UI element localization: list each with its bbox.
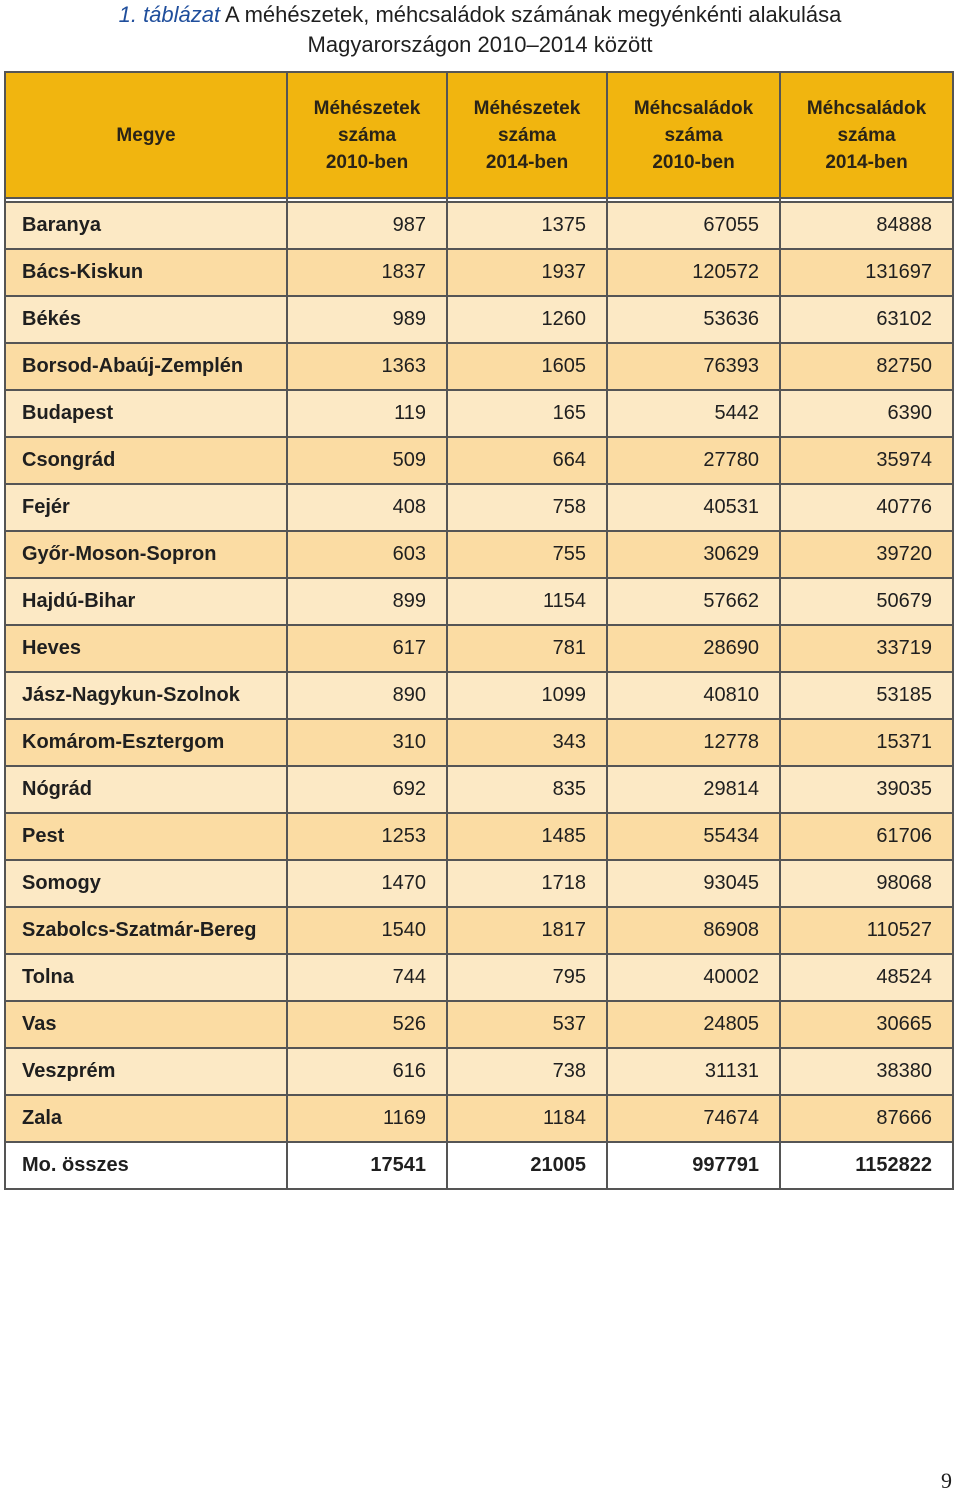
table-row bbox=[5, 766, 953, 813]
column-header-line: száma bbox=[337, 124, 397, 146]
column-header-line: száma bbox=[837, 124, 896, 146]
table-row bbox=[5, 719, 953, 766]
value-cell: 76393 bbox=[607, 343, 780, 390]
header-row bbox=[5, 72, 953, 198]
value-cell: 50679 bbox=[780, 578, 953, 625]
county-name: Szabolcs-Szatmár-Bereg bbox=[5, 907, 287, 954]
value-cell: 119 bbox=[287, 390, 447, 437]
value-cell: 1260 bbox=[447, 296, 607, 343]
county-name: Baranya bbox=[5, 202, 287, 249]
value-cell: 24805 bbox=[607, 1001, 780, 1048]
value-cell: 40531 bbox=[607, 484, 780, 531]
value-cell: 1937 bbox=[447, 249, 607, 296]
value-cell: 27780 bbox=[607, 437, 780, 484]
county-name: Csongrád bbox=[5, 437, 287, 484]
column-header-line: Méhészetek bbox=[313, 97, 421, 119]
value-cell: 53636 bbox=[607, 296, 780, 343]
column-header-0 bbox=[5, 72, 287, 198]
value-cell: 48524 bbox=[780, 954, 953, 1001]
value-cell: 1099 bbox=[447, 672, 607, 719]
value-cell: 1605 bbox=[447, 343, 607, 390]
value-cell: 165 bbox=[447, 390, 607, 437]
value-cell: 120572 bbox=[607, 249, 780, 296]
column-header-line: 2014-ben bbox=[485, 151, 569, 173]
county-name: Budapest bbox=[5, 390, 287, 437]
value-cell: 509 bbox=[287, 437, 447, 484]
value-cell: 526 bbox=[287, 1001, 447, 1048]
value-cell: 1837 bbox=[287, 249, 447, 296]
value-cell: 899 bbox=[287, 578, 447, 625]
value-cell: 692 bbox=[287, 766, 447, 813]
table-row bbox=[5, 954, 953, 1001]
caption-line-1 bbox=[0, 0, 960, 30]
column-header-3 bbox=[607, 72, 780, 198]
value-cell: 15371 bbox=[780, 719, 953, 766]
table-row bbox=[5, 343, 953, 390]
column-header-line: 2010-ben bbox=[325, 151, 409, 173]
table-row bbox=[5, 578, 953, 625]
value-cell: 31131 bbox=[607, 1048, 780, 1095]
table-row bbox=[5, 672, 953, 719]
county-name: Borsod-Abaúj-Zemplén bbox=[5, 343, 287, 390]
table-row bbox=[5, 531, 953, 578]
value-cell: 744 bbox=[287, 954, 447, 1001]
table-row bbox=[5, 625, 953, 672]
value-cell: 30629 bbox=[607, 531, 780, 578]
value-cell: 5442 bbox=[607, 390, 780, 437]
table-row bbox=[5, 1095, 953, 1142]
column-header-line: 2014-ben bbox=[825, 151, 908, 173]
value-cell: 63102 bbox=[780, 296, 953, 343]
value-cell: 1540 bbox=[287, 907, 447, 954]
value-cell: 1154 bbox=[447, 578, 607, 625]
total-label: Mo. összes bbox=[5, 1142, 287, 1189]
column-header-line: Méhészetek bbox=[473, 97, 581, 119]
county-name: Vas bbox=[5, 1001, 287, 1048]
value-cell: 1253 bbox=[287, 813, 447, 860]
table-row bbox=[5, 249, 953, 296]
value-cell: 84888 bbox=[780, 202, 953, 249]
table-row bbox=[5, 202, 953, 249]
column-header-line: száma bbox=[497, 124, 557, 146]
value-cell: 1375 bbox=[447, 202, 607, 249]
county-name: Nógrád bbox=[5, 766, 287, 813]
value-cell: 110527 bbox=[780, 907, 953, 954]
value-cell: 61706 bbox=[780, 813, 953, 860]
value-cell: 781 bbox=[447, 625, 607, 672]
county-name: Komárom-Esztergom bbox=[5, 719, 287, 766]
table-header bbox=[5, 72, 953, 198]
column-header-line: Méhcsaládok bbox=[633, 97, 754, 119]
value-cell: 12778 bbox=[607, 719, 780, 766]
value-cell: 1169 bbox=[287, 1095, 447, 1142]
value-cell: 890 bbox=[287, 672, 447, 719]
total-value: 21005 bbox=[447, 1142, 607, 1189]
value-cell: 53185 bbox=[780, 672, 953, 719]
value-cell: 537 bbox=[447, 1001, 607, 1048]
value-cell: 39035 bbox=[780, 766, 953, 813]
county-name: Bács-Kiskun bbox=[5, 249, 287, 296]
value-cell: 343 bbox=[447, 719, 607, 766]
page-number: 9 bbox=[941, 1468, 952, 1493]
county-name: Somogy bbox=[5, 860, 287, 907]
total-value: 997791 bbox=[607, 1142, 780, 1189]
table-row bbox=[5, 484, 953, 531]
column-header-1 bbox=[287, 72, 447, 198]
caption-line-2: Magyarországon 2010–2014 között bbox=[307, 32, 653, 57]
table-caption bbox=[0, 0, 960, 60]
value-cell: 408 bbox=[287, 484, 447, 531]
caption-text-1: A méhészetek, méhcsaládok számának megyénkénti alakulása bbox=[225, 2, 842, 27]
county-name: Győr-Moson-Sopron bbox=[5, 531, 287, 578]
column-header-line: Méhcsaládok bbox=[806, 97, 927, 119]
table-body bbox=[5, 198, 953, 1189]
value-cell: 28690 bbox=[607, 625, 780, 672]
value-cell: 795 bbox=[447, 954, 607, 1001]
value-cell: 93045 bbox=[607, 860, 780, 907]
value-cell: 616 bbox=[287, 1048, 447, 1095]
county-name: Pest bbox=[5, 813, 287, 860]
value-cell: 40776 bbox=[780, 484, 953, 531]
value-cell: 835 bbox=[447, 766, 607, 813]
value-cell: 1485 bbox=[447, 813, 607, 860]
column-header-line: 2010-ben bbox=[652, 151, 735, 173]
value-cell: 617 bbox=[287, 625, 447, 672]
total-value: 1152822 bbox=[780, 1142, 953, 1189]
value-cell: 82750 bbox=[780, 343, 953, 390]
value-cell: 1184 bbox=[447, 1095, 607, 1142]
value-cell: 30665 bbox=[780, 1001, 953, 1048]
total-row bbox=[5, 1142, 953, 1189]
table-row bbox=[5, 813, 953, 860]
table-row bbox=[5, 296, 953, 343]
table-row bbox=[5, 437, 953, 484]
value-cell: 98068 bbox=[780, 860, 953, 907]
column-header-line: száma bbox=[664, 124, 723, 146]
value-cell: 35974 bbox=[780, 437, 953, 484]
value-cell: 57662 bbox=[607, 578, 780, 625]
value-cell: 6390 bbox=[780, 390, 953, 437]
value-cell: 738 bbox=[447, 1048, 607, 1095]
value-cell: 38380 bbox=[780, 1048, 953, 1095]
column-header-2 bbox=[447, 72, 607, 198]
county-name: Tolna bbox=[5, 954, 287, 1001]
value-cell: 603 bbox=[287, 531, 447, 578]
county-name: Veszprém bbox=[5, 1048, 287, 1095]
county-name: Hajdú-Bihar bbox=[5, 578, 287, 625]
value-cell: 758 bbox=[447, 484, 607, 531]
county-name: Fejér bbox=[5, 484, 287, 531]
beekeeping-table bbox=[4, 71, 954, 1190]
county-name: Heves bbox=[5, 625, 287, 672]
value-cell: 55434 bbox=[607, 813, 780, 860]
value-cell: 74674 bbox=[607, 1095, 780, 1142]
value-cell: 989 bbox=[287, 296, 447, 343]
column-header-line: Megye bbox=[116, 124, 176, 146]
value-cell: 40002 bbox=[607, 954, 780, 1001]
total-value: 17541 bbox=[287, 1142, 447, 1189]
value-cell: 87666 bbox=[780, 1095, 953, 1142]
county-name: Békés bbox=[5, 296, 287, 343]
value-cell: 1470 bbox=[287, 860, 447, 907]
table-row bbox=[5, 860, 953, 907]
value-cell: 1718 bbox=[447, 860, 607, 907]
value-cell: 987 bbox=[287, 202, 447, 249]
value-cell: 664 bbox=[447, 437, 607, 484]
table-row bbox=[5, 390, 953, 437]
value-cell: 67055 bbox=[607, 202, 780, 249]
value-cell: 131697 bbox=[780, 249, 953, 296]
column-header-4 bbox=[780, 72, 953, 198]
value-cell: 29814 bbox=[607, 766, 780, 813]
county-name: Jász-Nagykun-Szolnok bbox=[5, 672, 287, 719]
value-cell: 1817 bbox=[447, 907, 607, 954]
table-number: 1. táblázat bbox=[118, 2, 221, 27]
table-row bbox=[5, 1048, 953, 1095]
value-cell: 86908 bbox=[607, 907, 780, 954]
value-cell: 1363 bbox=[287, 343, 447, 390]
value-cell: 39720 bbox=[780, 531, 953, 578]
value-cell: 310 bbox=[287, 719, 447, 766]
table-row bbox=[5, 1001, 953, 1048]
county-name: Zala bbox=[5, 1095, 287, 1142]
value-cell: 33719 bbox=[780, 625, 953, 672]
value-cell: 755 bbox=[447, 531, 607, 578]
value-cell: 40810 bbox=[607, 672, 780, 719]
table-row bbox=[5, 907, 953, 954]
